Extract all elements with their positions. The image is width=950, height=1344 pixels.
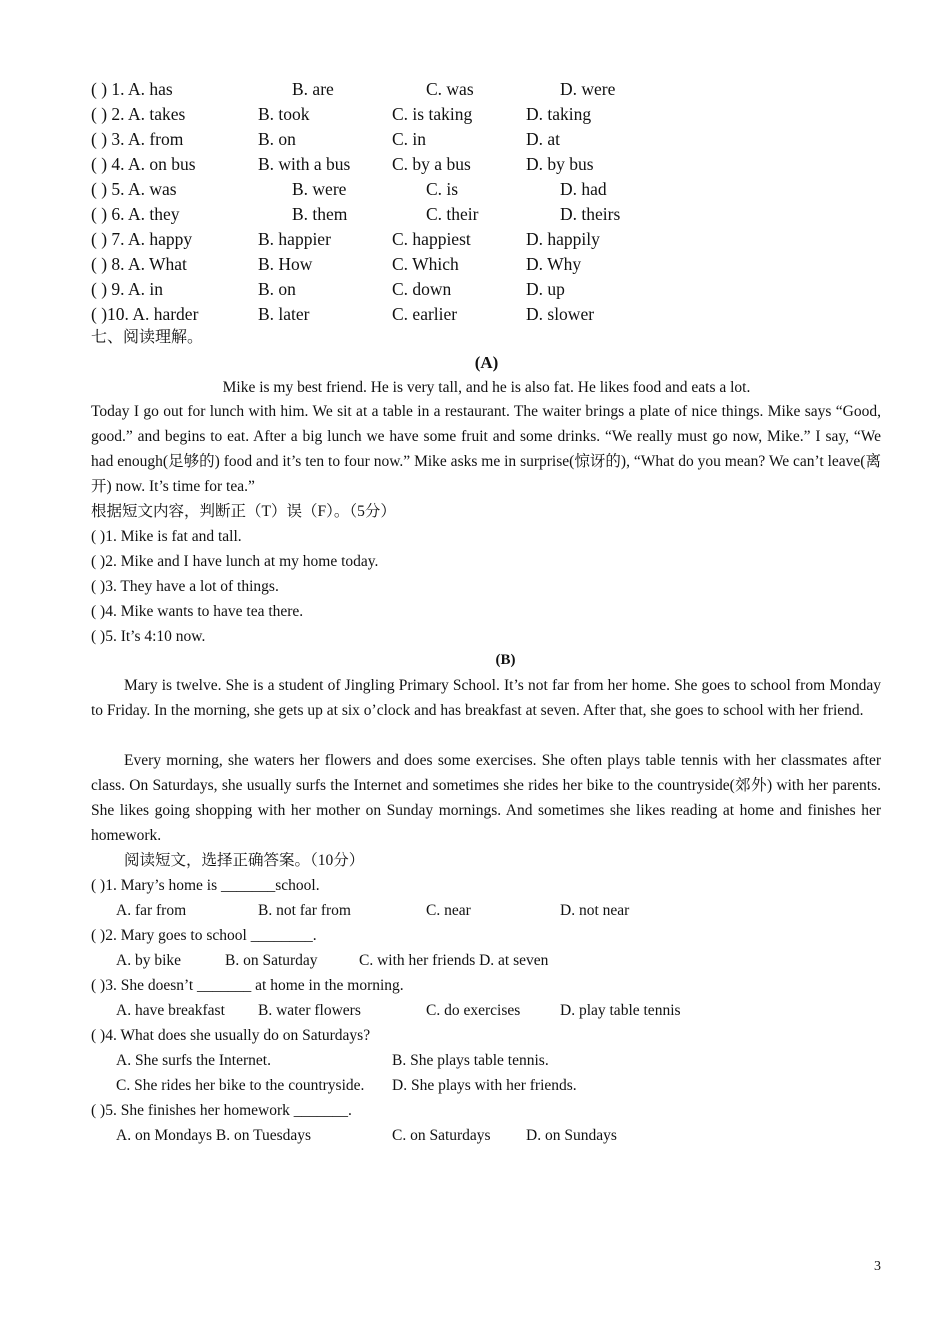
cloze-q1-b: B. are [292, 79, 334, 99]
mc-q1-option-c: C. near [426, 902, 471, 919]
mc-question-2: ( )2. Mary goes to school ________. [91, 927, 317, 944]
cloze-q9-stem: ( ) 9. A. in [91, 279, 163, 299]
page-number: 3 [874, 1259, 881, 1274]
cloze-q10-b: B. later [258, 304, 310, 324]
cloze-q1-stem: ( ) 1. A. has [91, 79, 173, 99]
passage-a-body: Today I go out for lunch with him. We sit at a table in a restaurant. The waiter brings a plate of nice things. Mike says “Good, good.” and begins to eat. After a big lunch we have some fruit and some drinks. “We really must go now, Mike.” I say, “We had enough(足够的) food and it’s ten to four now.” Mike asks me in surprise(惊讶的), “What do you mean? We can’t leave(离开) now. It’s time for tea.” [91, 403, 881, 495]
mc-q4-option-b: B. She plays table tennis. [392, 1052, 549, 1069]
cloze-q6-c: C. their [426, 204, 479, 224]
cloze-q9-d: D. up [526, 279, 565, 299]
mc-q3-option-d: D. play table tennis [560, 1002, 681, 1019]
cloze-q7-d: D. happily [526, 229, 600, 249]
cloze-q7-b: B. happier [258, 229, 331, 249]
cloze-q5-c: C. is [426, 179, 459, 199]
mc-q2-option-a: A. by bike [116, 952, 182, 969]
cloze-q4-c: C. by a bus [392, 154, 471, 174]
cloze-q3-c: C. in [392, 129, 427, 149]
cloze-q8-stem: ( ) 8. A. What [91, 254, 187, 274]
cloze-q8-d: D. Why [526, 254, 582, 274]
passage-a-title: (A) [474, 353, 499, 372]
cloze-q10-c: C. earlier [392, 304, 458, 324]
cloze-q2-d: D. taking [526, 104, 592, 124]
passage-b-instruction: 阅读短文，选择正确答案。（10分） [124, 852, 365, 869]
cloze-q9-b: B. on [258, 279, 296, 299]
cloze-q9-c: C. down [392, 279, 452, 299]
cloze-q5-stem: ( ) 5. A. was [91, 179, 177, 199]
cloze-q5-d: D. had [560, 179, 607, 199]
passage-a-first-line: Mike is my best friend. He is very tall, and he is also fat. He likes food and eats a lot. [222, 379, 751, 396]
tf-statement-2: ( )2. Mike and I have lunch at my home today. [91, 553, 379, 570]
mc-q2-option-cd: C. with her friends D. at seven [359, 952, 549, 969]
cloze-q2-stem: ( ) 2. A. takes [91, 104, 186, 124]
mc-q3-option-c: C. do exercises [426, 1002, 521, 1019]
cloze-q6-b: B. them [292, 204, 348, 224]
cloze-q2-c: C. is taking [392, 104, 473, 124]
tf-statement-3: ( )3. They have a lot of things. [91, 578, 279, 595]
tf-statement-5: ( )5. It’s 4:10 now. [91, 628, 206, 645]
cloze-q1-d: D. were [560, 79, 616, 99]
cloze-q1-c: C. was [426, 79, 474, 99]
cloze-q2-b: B. took [258, 104, 310, 124]
cloze-q7-stem: ( ) 7. A. happy [91, 229, 193, 249]
cloze-q10-d: D. slower [526, 304, 595, 324]
passage-b-paragraph-2: Every morning, she waters her flowers and does some exercises. She often plays table tennis with her classmates after class. On Saturdays, she usually surfs the Internet and sometimes she rides her bike to the countryside(郊外) with her parents. She likes going shopping with her mother on Sunday mornings. And sometimes she likes reading at home and finishes her homework. [91, 752, 881, 844]
cloze-q8-b: B. How [258, 254, 313, 274]
mc-q1-option-b: B. not far from [258, 902, 351, 919]
mc-q3-option-b: B. water flowers [258, 1002, 361, 1019]
mc-q5-option-d: D. on Sundays [526, 1127, 617, 1144]
cloze-q4-b: B. with a bus [258, 154, 351, 174]
mc-q5-option-c: C. on Saturdays [392, 1127, 491, 1144]
passage-a-instruction: 根据短文内容，判断正（T）误（F）。（5分） [91, 503, 396, 520]
cloze-q3-b: B. on [258, 129, 296, 149]
mc-q4-option-d: D. She plays with her friends. [392, 1077, 577, 1094]
passage-b-paragraph-1: Mary is twelve. She is a student of Jingling Primary School. It’s not far from her home. She goes to school from Monday to Friday. In the morning, she gets up at six o’clock and has breakfast at seven. After that, she goes to school with her friend. [91, 677, 881, 719]
cloze-q3-d: D. at [526, 129, 561, 149]
mc-q5-option-ab: A. on Mondays B. on Tuesdays [116, 1127, 312, 1144]
mc-q1-option-d: D. not near [560, 902, 630, 919]
tf-statement-1: ( )1. Mike is fat and tall. [91, 528, 242, 545]
tf-statement-4: ( )4. Mike wants to have tea there. [91, 603, 304, 620]
mc-q1-option-a: A. far from [116, 902, 187, 919]
cloze-q4-d: D. by bus [526, 154, 594, 174]
mc-q3-option-a: A. have breakfast [116, 1002, 225, 1019]
cloze-q8-c: C. Which [392, 254, 459, 274]
mc-q2-option-b: B. on Saturday [225, 952, 318, 969]
mc-q4-option-c: C. She rides her bike to the countryside. [116, 1077, 365, 1094]
cloze-q7-c: C. happiest [392, 229, 471, 249]
mc-question-4: ( )4. What does she usually do on Saturdays? [91, 1027, 371, 1044]
mc-question-5: ( )5. She finishes her homework _______. [91, 1102, 352, 1119]
mc-question-3: ( )3. She doesn’t _______ at home in the morning. [91, 977, 404, 994]
section-heading: 七、阅读理解。 [91, 329, 204, 346]
cloze-q5-b: B. were [292, 179, 347, 199]
cloze-q6-d: D. theirs [560, 204, 621, 224]
mc-q4-option-a: A. She surfs the Internet. [116, 1052, 271, 1069]
cloze-q6-stem: ( ) 6. A. they [91, 204, 180, 224]
cloze-q10-stem: ( )10. A. harder [91, 304, 199, 324]
cloze-q4-stem: ( ) 4. A. on bus [91, 154, 196, 174]
passage-b-title: (B) [495, 652, 516, 668]
cloze-q3-stem: ( ) 3. A. from [91, 129, 184, 149]
mc-question-1: ( )1. Mary’s home is _______school. [91, 877, 320, 894]
